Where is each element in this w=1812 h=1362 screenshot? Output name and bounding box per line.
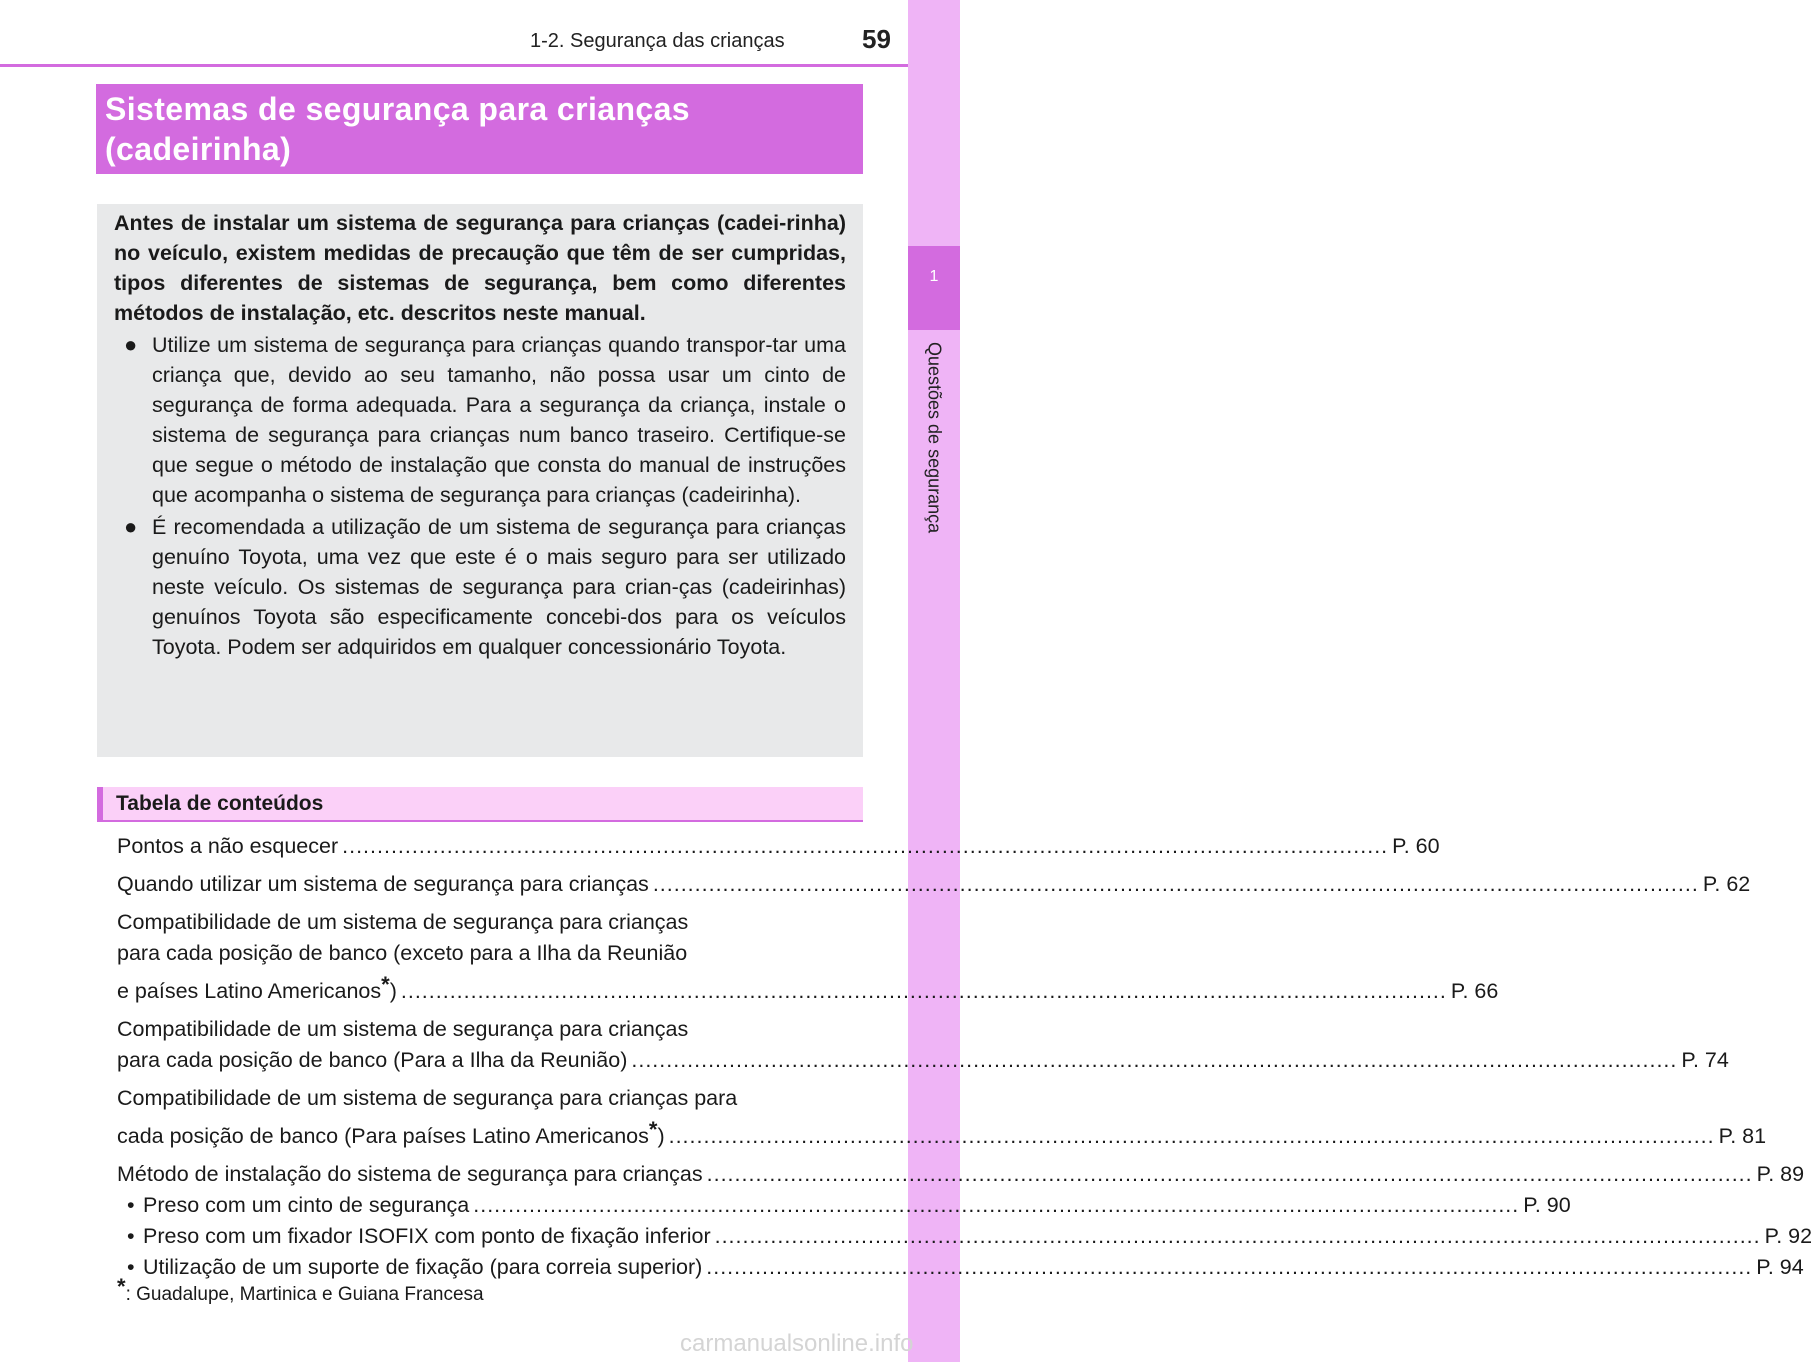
toc-entry-line-end: ) — [657, 1124, 665, 1148]
section-title — [96, 84, 863, 174]
toc-sub-entry-text: Preso com um cinto de segurança — [143, 1193, 470, 1217]
toc-entry-text: Pontos a não esquecer — [117, 834, 339, 858]
intro-bullet — [114, 512, 846, 662]
toc-entry[interactable] — [117, 869, 1751, 900]
toc-leader-dots: ...................................................................................................................................................... — [706, 1255, 1753, 1279]
toc-entry[interactable] — [117, 1159, 1805, 1190]
intro-box — [97, 204, 863, 757]
toc-entry-line-end: ) — [389, 979, 397, 1003]
table-of-contents — [117, 831, 1812, 1283]
section-title-line-1: Sistemas de segurança para crianças — [105, 91, 690, 127]
bullet-dot-icon: ● — [124, 332, 138, 357]
toc-leader-dots: ...................................................................................................................................................... — [473, 1193, 1520, 1217]
footnote — [117, 1274, 484, 1306]
toc-entry-line: Compatibilidade de um sistema de segurança para crianças — [117, 910, 689, 934]
header-divider — [0, 64, 908, 67]
toc-leader-dots: ...................................................................................................................................................... — [631, 1048, 1678, 1072]
toc-sub-entry-page: P. 94 — [1756, 1255, 1804, 1279]
toc-sub-bullet: • — [127, 1255, 135, 1279]
toc-sub-entry-text: Utilização de um suporte de fixação (para correia superior) — [143, 1255, 703, 1279]
section-title-line-2: (cadeirinha) — [105, 131, 292, 167]
toc-sub-entry[interactable] — [117, 1190, 1571, 1221]
intro-bullet-text: Utilize um sistema de segurança para crianças quando transpor-tar uma criança que, devido ao seu tamanho, não possa usar um cinto de segurança de forma adequada. Para a segurança da criança, instale o sistema de segurança para crianças num banco traseiro. Certifique-se que segue o método de instalação que consta do manual de instruções que acompanha o sistema de segurança para crianças (cadeirinha). — [152, 333, 846, 507]
toc-entry[interactable] — [117, 907, 1499, 1007]
toc-entry[interactable] — [117, 831, 1440, 862]
intro-bullet — [114, 330, 846, 510]
toc-header: Tabela de conteúdos — [97, 787, 863, 822]
toc-leader-dots: ...................................................................................................................................................... — [714, 1224, 1761, 1248]
asterisk-mark: * — [648, 1117, 658, 1142]
chapter-side-tab — [908, 0, 960, 1362]
toc-entry-page: P. 66 — [1450, 979, 1499, 1003]
toc-leader-dots: ...................................................................................................................................................... — [668, 1124, 1715, 1148]
bullet-dot-icon: ● — [124, 514, 138, 539]
asterisk-mark: * — [117, 1274, 126, 1299]
toc-entry-line: e países Latino Americanos — [117, 979, 382, 1003]
toc-entry[interactable] — [117, 1083, 1767, 1152]
intro-bullet-text: É recomendada a utilização de um sistema de segurança para crianças genuíno Toyota, uma vez que este é o mais seguro para ser utilizado neste veículo. Os sistemas de segurança para crian-ças (cadeirinhas) genuínos Toyota são especificamente concebi-dos para os veículos Toyota. Podem ser adquiridos em qualquer concessionário Toyota. — [152, 515, 846, 659]
toc-entry-text: Método de instalação do sistema de segurança para crianças — [117, 1162, 703, 1186]
toc-sub-bullet: • — [127, 1193, 135, 1217]
toc-leader-dots: ...................................................................................................................................................... — [400, 979, 1447, 1003]
toc-sub-entry-page: P. 92 — [1764, 1224, 1812, 1248]
toc-leader-dots: ...................................................................................................................................................... — [652, 872, 1699, 896]
chapter-label: Questões de segurança — [924, 342, 945, 534]
toc-entry-line: Compatibilidade de um sistema de segurança para crianças — [117, 1017, 689, 1041]
toc-entry-line: para cada posição de banco (exceto para a Ilha da Reunião — [117, 941, 688, 965]
watermark: carmanualsonline.info — [680, 1330, 914, 1357]
chapter-side-tab-active — [908, 246, 960, 330]
intro-text: Antes de instalar um sistema de segurança para crianças (cadei-rinha) no veículo, existem medidas de precaução que têm de ser cumpridas, tipos diferentes de sistemas de segurança, bem como diferentes métodos de instalação, etc. descritos neste manual. — [114, 211, 846, 325]
chapter-number: 1 — [929, 268, 939, 285]
toc-sub-entry-page: P. 90 — [1523, 1193, 1571, 1217]
asterisk-mark: * — [381, 972, 390, 997]
toc-entry-text: Quando utilizar um sistema de segurança para crianças — [117, 872, 649, 896]
toc-entry-page: P. 60 — [1392, 834, 1440, 858]
toc-entry-page: P. 81 — [1718, 1124, 1767, 1148]
toc-entry-line: Compatibilidade de um sistema de segurança para crianças para — [117, 1086, 738, 1110]
toc-entry[interactable] — [117, 1014, 1729, 1076]
toc-sub-entry-text: Preso com um fixador ISOFIX com ponto de fixação inferior — [143, 1224, 711, 1248]
toc-entry-page: P. 62 — [1702, 872, 1751, 896]
toc-leader-dots: ...................................................................................................................................................... — [706, 1162, 1753, 1186]
page-number: 59 — [862, 24, 891, 54]
toc-sub-entry[interactable] — [117, 1221, 1812, 1252]
running-header-title: 1-2. Segurança das crianças — [530, 30, 785, 52]
toc-entry-page: P. 74 — [1681, 1048, 1729, 1072]
footnote-text: : Guadalupe, Martinica e Guiana Francesa — [125, 1284, 484, 1305]
toc-entry-page: P. 89 — [1756, 1162, 1805, 1186]
toc-sub-bullet: • — [127, 1224, 135, 1248]
toc-leader-dots: ...................................................................................................................................................... — [342, 834, 1389, 858]
toc-entry-line: cada posição de banco (Para países Latino Americanos — [117, 1124, 649, 1148]
toc-entry-line: para cada posição de banco (Para a Ilha da Reunião) — [117, 1048, 628, 1072]
